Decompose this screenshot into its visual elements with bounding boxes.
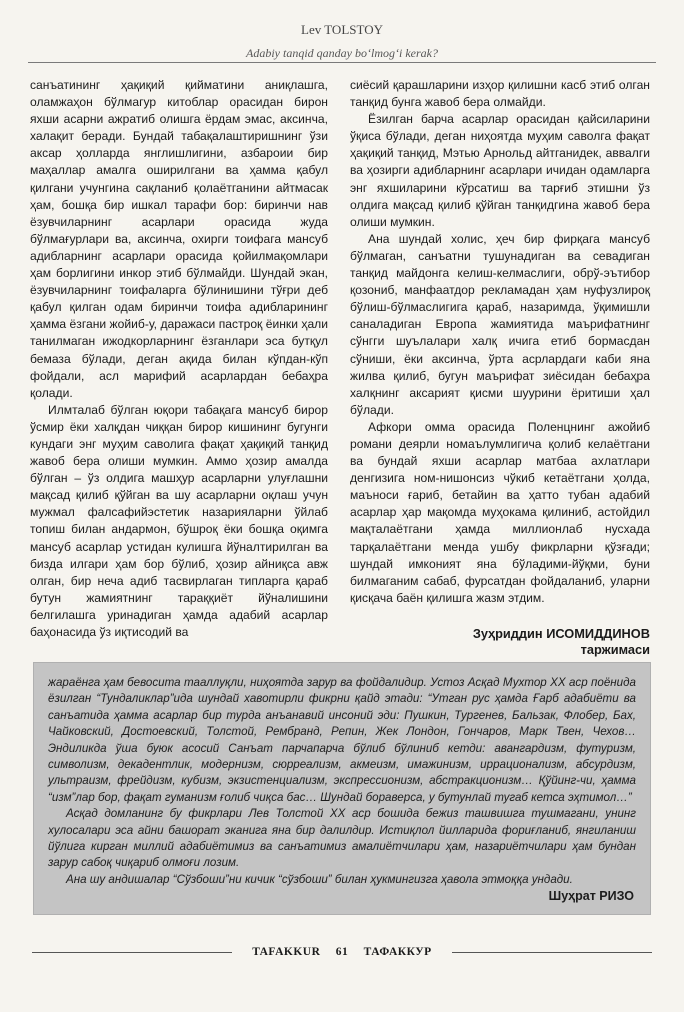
article-paragraph: Илмталаб бўлган юқори табақага мансуб бирор ўсмир ёки халқдан чиққан бирор кишининг бугунги кундаги энг муҳим саволига фақат ҳақиқий танқид жавоб бера олиши мумкин. Аммо ҳозир амалда бўлган – ўз олдига машҳур асарларни улуғлашни мақсад қилиб қўйган ва шу асарларни оқлаш учун мужмал фалсафийэстетик назарияларни ўйлаб топиш билан андармон, бўшроқ ёки бошқа оқимга мансуб асарлар устидан кулишга йўналтирилган ва бизда илгари ҳам бор бўлиб, ҳозир айниқса авж олган, бир неча адиб тасвирлаган типларга қараб бутун жамиятнинг тараққиёт йўналишини белгилашга уринадиган ҳамда адабий асарлар баҳонасида ўз иқтисодий ва (30, 402, 328, 639)
header-divider (28, 62, 656, 63)
page-footer (0, 946, 684, 958)
translator-role: таржимаси (580, 642, 650, 657)
afterword-paragraph: жараёнга ҳам бевосита тааллуқли, ниҳоятда зарур ва фойдалидир. Устоз Асқад Мухтор ХХ аср поёнида ёзилган “Тундаликлар”ида шундай хавотирли фикрни қайд этади: “Утган рус ҳамда Ғарб адабиёти ва санъатида ҳамма асарлар бир турда анъанавий инсоний эди: Пушкин, Тургенев, Бальзак, Флобер, Бах, Чайковский, Достоевский, Толстой, Рембранд, Репин, Жек Лондон, Гончаров, Марк Твен, Чехов… Эндиликда ўша буюк асосий Санъат парчапарча бўлиб бўлиниб кетди: авангардизм, футуризм, символизм, декадентлик, модернизм, сюрреализм, акмеизм, имажинизм, иррационализм, абсурдизм, ультраизм, фрейдизм, кубизм, экзистенциализм, экспрессионизм, абстракционизм… Қўйинг-чи, ҳамма “изм”лар бор, фақат гуманизм ғолиб чиқса бас… Шундай бораверса, у бутунлай тугаб кетса эҳтимол…” (48, 676, 636, 804)
article-right-column (350, 77, 650, 607)
page-number: 61 (335, 946, 349, 958)
afterword-box (33, 662, 651, 915)
footer-journal-latin: TAFAKKUR (252, 946, 321, 958)
afterword-signature: Шуҳрат РИЗО (548, 889, 634, 903)
running-header-author: Lev TOLSTOY (301, 22, 383, 37)
article-paragraph: санъатининг ҳақиқий қийматини аниқлашга, оламжаҳон бўлмагур китоблар орасидан бирон яхши асарни ажратиб олишга ёрдам эмас, аксинча, халақит беради. Бундай табақалаштиришнинг ўзи аксар ҳолларда янглишлигини, азбароии бир маҳаллар амалга оширилгани ва ҳамма қабул қилгани учунгина сақланиб қолаётганини айтмасак ҳам, бошқа бир ишкал тарафи бор: биринчи нав ёзувчиларнинг асарлари орасида жуда бўлмағурлари ва, аксинча, охирги тоифага мансуб адибларнинг асарлари орасида қойилмақомлари ҳам борлигини инкор этиб бўлмайди. Шундай экан, ёзувчиларнинг тоифаларга бўлинишини тўғри деб қабул қилган одам биринчи тоифа адибларининг ҳамма ёзгани жойиб-у, даражаси пастроқ ёинки ҳали танилмаган ижодкорларнинг ёзганлари эса бутқул бемаза бўлади, деган ақида билан кўпдан-кўп фойдали, асл марифий асарлардан бебаҳра қолади. (30, 78, 328, 400)
article-paragraph: Ёзилган барча асарлар орасидан қайсиларини ўқиса бўлади, деган ниҳоятда муҳим саволга фақат ҳақиқий танқид, Мэтью Арнольд айтганидек, аввалги ва ҳозирги адибларнинг асарлари ичидан одамларга энг яхшиларини кўрсатиш ва тарғиб этишни ўз олдига мақсад қилиб қўйган танқидгина жавоб бера олиши мумкин. (350, 112, 650, 229)
article-left-column (30, 77, 328, 641)
afterword-paragraph: Асқад домланинг бу фикрлари Лев Толстой ХХ аср бошида бежиз ташвишга тушмагани, унинг хулосалари эса айни башорат эканига яна бир далилдир. Истиқлол йилларида фориғланиб, янгиланиш йўлига кирган миллий адабиётимиз ва санъатимиз амалиётчилари ҳам, назариётчилари ҳам бундан зарур сабоқ чиқариб олмоғи лозим. (48, 807, 636, 870)
translator-name: Зуҳриддин ИСОМИДДИНОВ (472, 626, 650, 641)
afterword-paragraph: Ана шу андишалар “Сўзбоши”ни кичик “сўзбоши” билан ҳукмингизга ҳавола этмоққа ундади. (66, 872, 573, 886)
footer-journal-cyrillic: ТАФАККУР (363, 946, 432, 958)
article-paragraph: Ана шундай холис, ҳеч бир фирқага мансуб бўлмаган, санъатни тушунадиган ва севадиган танқид майдонга келиш-келмаслиги, обрў-эътибор қозониб, манфаатдор рекламадан ҳам нуфузлироқ бўлиш-бўлмаслигига қараб, назаримда, ўқимишли саналадиган Европа жамиятида маърифатнинг сўнгги шуълалари халқ ичига етиб бормасдан сўниши, ёки аксинча, ўрта асрлардаги каби яна жилва қилиб, бугун маърифат зиёсидан бебаҳра халқнинг аксарият қисми шуурини ёритиши ҳал бўлади. (350, 231, 650, 417)
article-paragraph: сиёсий қарашларини изҳор қилишни касб этиб олган танқид бунга жавоб бера олмайди. (350, 78, 650, 110)
running-header-title: Adabiy tanqid qanday bo‘lmog‘i kerak? (246, 46, 438, 60)
article-paragraph: Афкори омма орасида Поленцнинг ажойиб романи деярли номаълумлигича қолиб келаётгани ва бундай яхши асарлар матбаа ахлатлари денгизига ном-нишонсиз чўкиб кетаётгани ҳолда, маъноси ғариб, бетайин ва ҳатто тубан адабий асарлар ҳар мақомда муҳокама қилиниб, астойдил мақталаётгани ҳамда миллионлаб нусхада тарқалаётгани менда ушбу фикрларни қўзғади; шундай имконият яна бўладими-йўқми, буни билмаганим сабаб, фурсатдан фойдаланиб, уларни қисқача баён қилишга жазм этдим. (350, 419, 650, 605)
